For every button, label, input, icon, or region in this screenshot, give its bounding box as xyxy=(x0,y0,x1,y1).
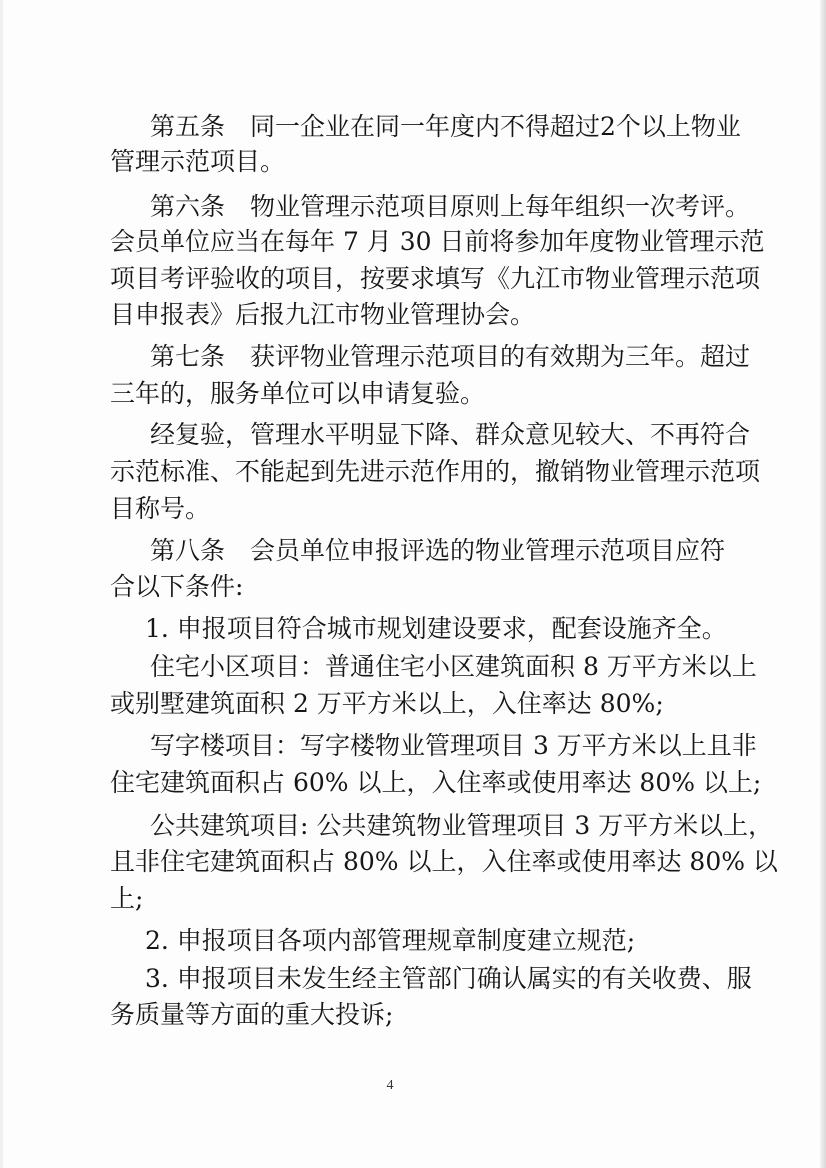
text-line: 公共建筑项目: 公共建筑物业管理项目 3 万平方米以上， xyxy=(150,811,774,840)
text-line: 或别墅建筑面积 2 万平方米以上，入住率达 80%; xyxy=(110,689,664,718)
page-number: 4 xyxy=(386,1078,394,1093)
scan-edge-right xyxy=(820,0,826,1168)
text-line: 第六条 物业管理示范项目原则上每年组织一次考评。 xyxy=(150,192,751,221)
text-line: 第七条 获评物业管理示范项目的有效期为三年。超过 xyxy=(150,342,751,371)
text-line: 示范标准、不能起到先进示范作用的，撤销物业管理示范项 xyxy=(110,457,761,486)
text-line: 经复验，管理水平明显下降、群众意见较大、不再符合 xyxy=(150,420,751,449)
text-line: 住宅小区项目：普通住宅小区建筑面积 8 万平方米以上 xyxy=(150,652,757,681)
text-line: 三年的，服务单位可以申请复验。 xyxy=(110,379,486,408)
text-line: 项目考评验收的项目，按要求填写《九江市物业管理示范项 xyxy=(110,264,761,293)
text-line: 目申报表》后报九江市物业管理协会。 xyxy=(110,300,536,329)
text-line: 合以下条件: xyxy=(110,572,244,601)
text-line: 第五条 同一企业在同一年度内不得超过2个以上物业 xyxy=(150,112,741,141)
text-line: 第八条 会员单位申报评选的物业管理示范项目应符 xyxy=(150,536,726,565)
text-line: 住宅建筑面积占 60% 以上，入住率或使用率达 80% 以上; xyxy=(110,768,762,797)
text-line: 2. 申报项目各项内部管理规章制度建立规范; xyxy=(145,926,636,955)
text-line: 且非住宅建筑面积占 80% 以上，入住率或使用率达 80% 以 xyxy=(110,847,778,876)
scan-edge-left xyxy=(0,0,3,1168)
text-line: 1. 申报项目符合城市规划建设要求，配套设施齐全。 xyxy=(145,614,727,643)
text-line: 会员单位应当在每年 7 月 30 日前将参加年度物业管理示范 xyxy=(110,227,765,256)
text-line: 目称号。 xyxy=(110,494,211,523)
text-line: 上; xyxy=(110,884,144,913)
text-line: 3. 申报项目未发生经主管部门确认属实的有关收费、服 xyxy=(145,964,752,993)
text-line: 写字楼项目：写字楼物业管理项目 3 万平方米以上且非 xyxy=(150,731,757,760)
text-line: 务质量等方面的重大投诉; xyxy=(110,1000,394,1029)
text-line: 管理示范项目。 xyxy=(110,147,286,176)
